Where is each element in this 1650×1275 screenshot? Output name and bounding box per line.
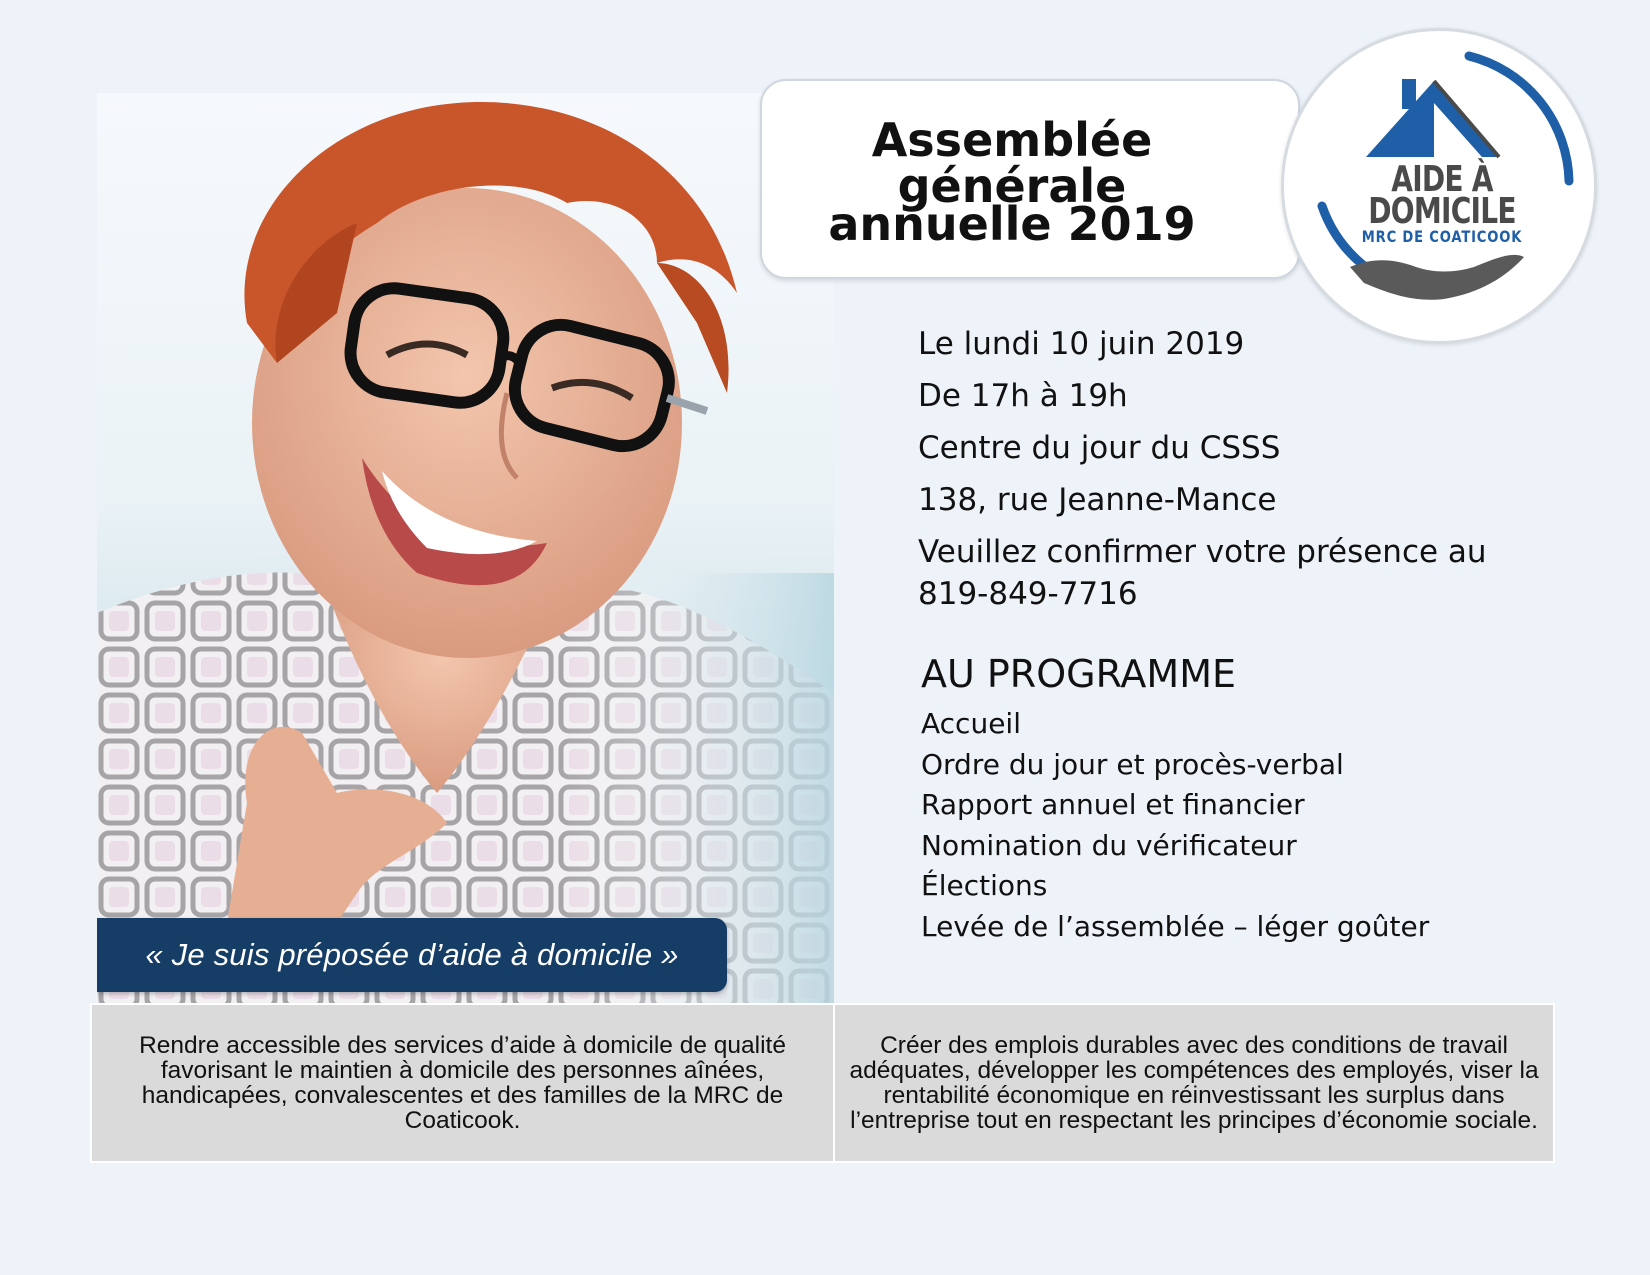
event-time: De 17h à 19h [918, 378, 1128, 414]
title-box [760, 79, 1300, 279]
mission-table [90, 1003, 1555, 1163]
program-item: Nomination du vérificateur [921, 828, 1297, 862]
logo-text-mrc: MRC DE COATICOOK [1361, 227, 1523, 246]
title-line-1: Assemblée générale [871, 113, 1153, 213]
program-item: Élections [921, 869, 1048, 902]
mission-cell-left: Rendre accessible des services d’aide à domicile de qualité favorisant le maintien à domicile des personnes aînées, handicapées, convalescentes et des familles de la MRC de Coaticook. [92, 1005, 835, 1161]
quote-banner [97, 918, 727, 992]
program-item: Ordre du jour et procès-verbal [921, 747, 1344, 781]
program-item: Rapport annuel et financier [921, 788, 1305, 821]
portrait-illustration [97, 93, 834, 1003]
program-item: Accueil [921, 707, 1021, 740]
mission-cell-right: Créer des emplois durables avec des conditions de travail adéquates, développer les compétences des employés, viser la rentabilité économique en réinvestissant les surplus dans l’entreprise tout en respectant les principes d’économie sociale. [835, 1005, 1553, 1161]
program-section [921, 650, 1561, 947]
organization-logo [1281, 28, 1597, 344]
program-item: Levée de l’assemblée – léger goûter [921, 909, 1430, 943]
quote-text: « Je suis préposée d’aide à domicile » [145, 937, 679, 972]
event-date: Le lundi 10 juin 2019 [918, 326, 1245, 362]
event-rsvp: Veuillez confirmer votre présence au [918, 534, 1487, 570]
title-line-2: annuelle 2019 [828, 197, 1196, 251]
event-place: Centre du jour du CSSS [918, 430, 1281, 466]
event-address: 138, rue Jeanne-Mance [918, 482, 1277, 518]
event-phone: 819-849-7716 [918, 576, 1138, 612]
logo-text-domicile: DOMICILE [1368, 191, 1516, 232]
logo-text-aide: AIDE À [1391, 159, 1493, 200]
event-details [918, 318, 1558, 614]
program-heading: AU PROGRAMME [921, 652, 1237, 696]
portrait-photo [97, 93, 834, 1003]
